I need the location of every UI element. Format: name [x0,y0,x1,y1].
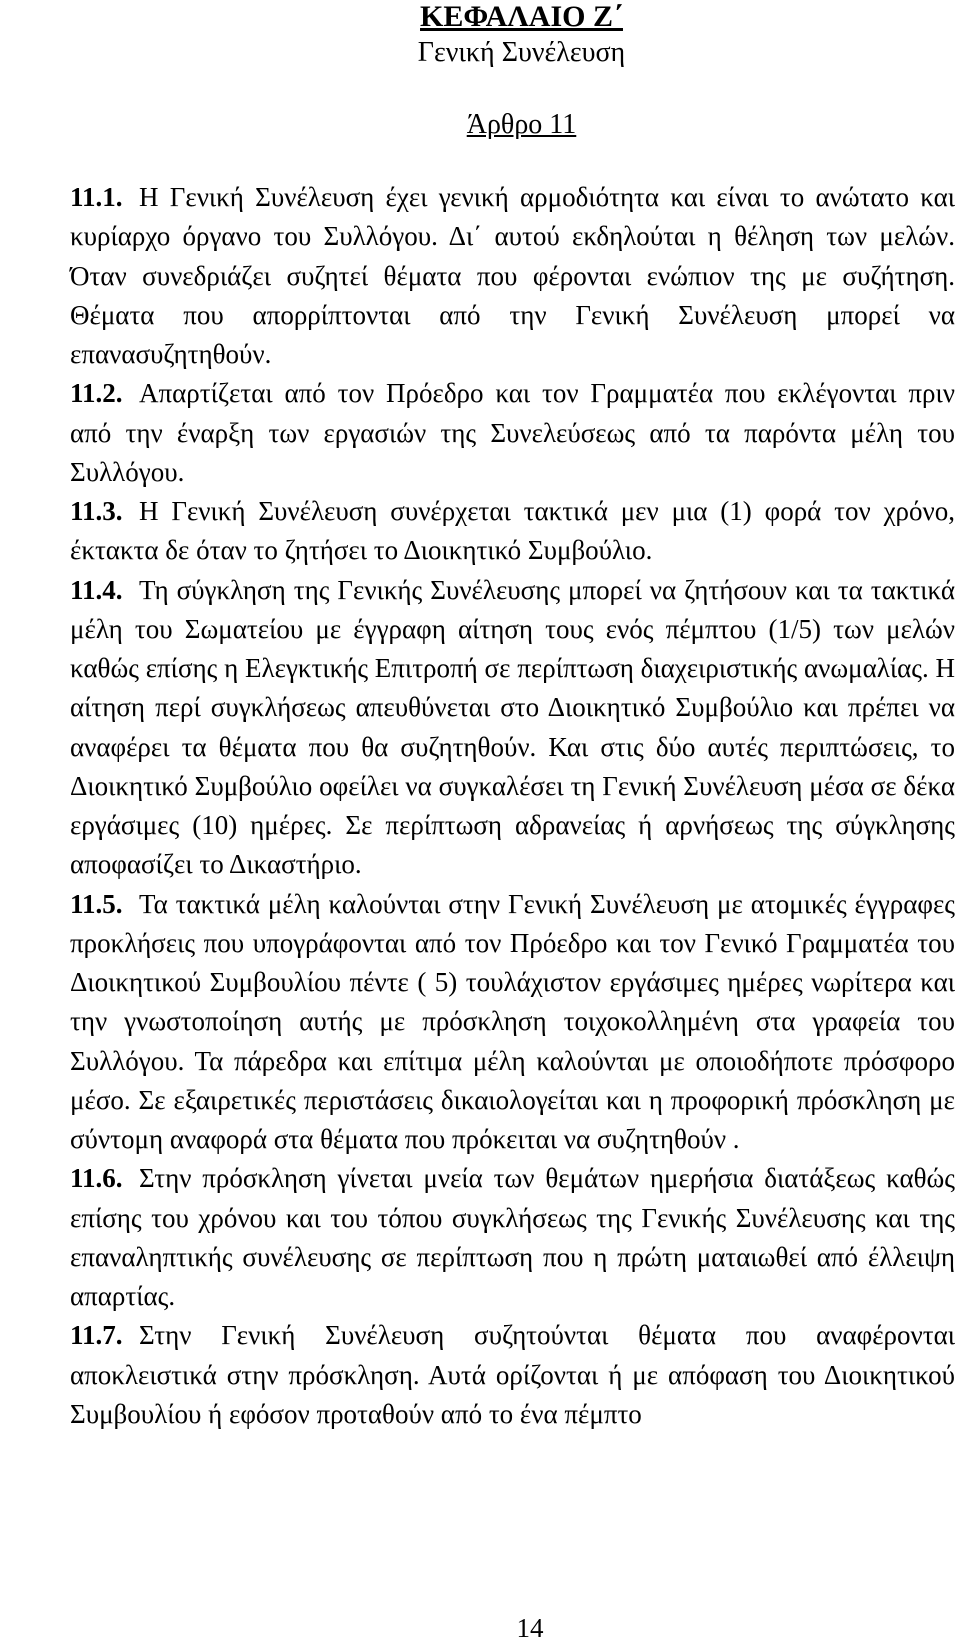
article-title: Άρθρο 11 [466,109,577,140]
paragraph-number: 11.5. [70,888,123,919]
chapter-title: ΚΕΦΑΛΑΙΟ Ζ΄ [420,0,623,33]
paragraph-number: 11.2. [70,378,123,409]
paragraph-text: Η Γενική Συνέλευση συνέρχεται τακτικά μεν μια (1) φορά τον χρόνο, έκτακτα δε όταν το ζητήσει το Διοικητικό Συμβούλιο. [70,496,955,566]
paragraph-text: Απαρτίζεται από τον Πρόεδρο και τον Γραμματέα που εκλέγονται πριν από την έναρξη των εργασιών της Συνελεύσεως από τα παρόντα μέλη του Συλλόγου. [70,378,955,487]
page-number: 14 [516,1613,544,1643]
paragraph-11-2 [70,374,955,492]
paragraph-11-3 [70,492,955,571]
paragraph-11-6 [70,1159,955,1316]
paragraph-text: Τα τακτικά μέλη καλούνται στην Γενική Συνέλευση με ατομικές έγγραφες προκλήσεις που υπογράφονται από τον Πρόεδρο και τον Γενικό Γραμματέα του Διοικητικού Συμβουλίου πέντε ( 5) τουλάχιστον εργάσιμες ημέρες νωρίτερα και την γνωστοποίηση αυτής με πρόσκληση τοιχοκολλημένη στα γραφεία του Συλλόγου. Τα πάρεδρα και επίτιμα μέλη καλούνται με οποιοδήποτε πρόσφορο μέσο. Σε εξαιρετικές περιστάσεις δικαιολογείται και η προφορική πρόσκληση με σύντομη αναφορά στα θέματα που πρόκειται να συζητηθούν . [70,888,955,1154]
paragraph-number: 11.4. [70,574,123,605]
paragraph-11-7 [70,1316,955,1434]
paragraph-text: Τη σύγκληση της Γενικής Συνέλευσης μπορεί να ζητήσουν και τα τακτικά μέλη του Σωματείου με έγγραφη αίτηση τους ενός πέμπτου (1/5) των μελών καθώς επίσης η Ελεγκτικής Επιτροπή σε περίπτωση διαχειριστικής ανωμαλίας. Η αίτηση περί συγκλήσεως απευθύνεται στο Διοικητικό Συμβούλιο και πρέπει να αναφέρει τα θέματα που θα συζητηθούν. Και στις δύο αυτές περιπτώσεις, το Διοικητικό Συμβούλιο οφείλει να συγκαλέσει τη Γενική Συνέλευση μέσα σε δέκα εργάσιμες (10) ημέρες. Σε περίπτωση αδρανείας ή αρνήσεως της σύγκλησης αποφασίζει το Δικαστήριο. [70,574,955,880]
paragraph-number: 11.7. [70,1320,123,1351]
paragraph-number: 11.6. [70,1163,123,1194]
paragraph-text: Η Γενική Συνέλευση έχει γενική αρμοδιότητα και είναι το ανώτατο και κυρίαρχο όργανο του Συλλόγου. Δι΄ αυτού εκδηλούται η θέληση των μελών. Όταν συνεδριάζει συζητεί θέματα που φέρονται ενώπιον της με συζήτηση. Θέματα που απορρίπτονται από την Γενική Συνέλευση μπορεί να επανασυζητηθούν. [70,182,955,369]
article-body [70,178,955,1434]
paragraph-number: 11.3. [70,496,123,526]
paragraph-11-4 [70,571,955,885]
chapter-subtitle: Γενική Συνέλευση [417,37,626,68]
paragraph-text: Στην Γενική Συνέλευση συζητούνται θέματα που αναφέρονται αποκλειστικά στην πρόσκληση. Αυτά ορίζονται ή με απόφαση του Διοικητικού Συμβουλίου ή εφόσον προταθούν από το ένα πέμπτο [70,1320,955,1429]
paragraph-11-1 [70,178,955,374]
paragraph-text: Στην πρόσκληση γίνεται μνεία των θεμάτων ημερήσια διατάξεως καθώς επίσης του χρόνου και του τόπου συγκλήσεως της Γενικής Συνέλευσης και της επαναληπτικής συνέλευσης σε περίπτωση που η πρώτη ματαιωθεί από έλλειψη απαρτίας. [70,1163,955,1311]
paragraph-11-5 [70,885,955,1160]
paragraph-number: 11.1. [70,182,123,212]
